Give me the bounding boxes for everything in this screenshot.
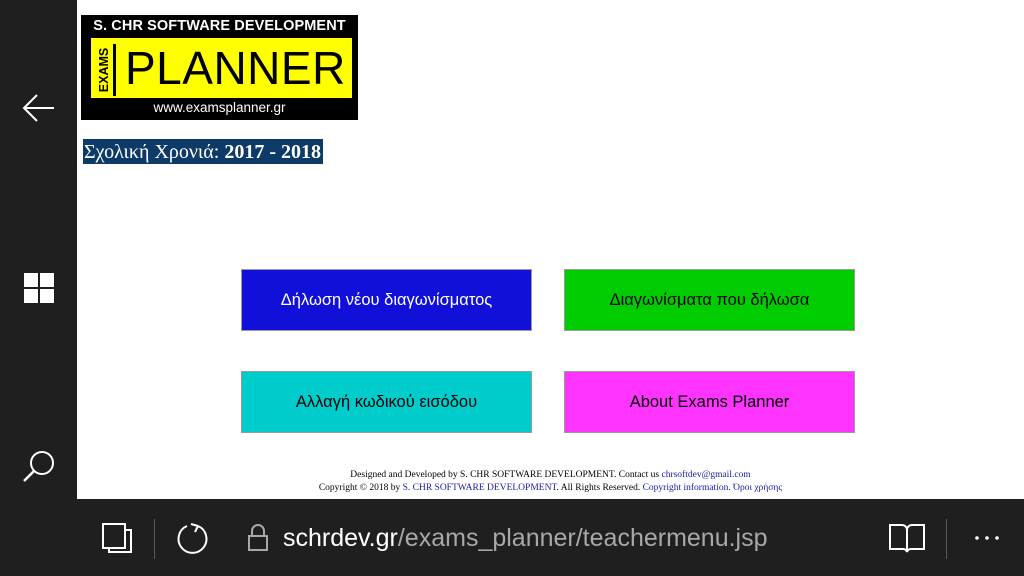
school-year [83, 139, 323, 164]
windows-start-icon [24, 273, 54, 303]
logo-side-box [96, 44, 116, 96]
refresh-button[interactable] [171, 499, 215, 576]
school-year-label: Σχολική Χρονιά: [84, 141, 225, 163]
web-page [77, 0, 1024, 499]
refresh-icon [176, 521, 210, 555]
lock-indicator [243, 499, 273, 576]
page-footer [77, 469, 1024, 495]
logo-company-text: S. CHR SOFTWARE DEVELOPMENT [93, 18, 346, 34]
address-bar[interactable] [283, 522, 768, 554]
footer-rights: . All Rights Reserved. [556, 483, 643, 493]
tabs-button[interactable] [95, 499, 139, 576]
more-button[interactable] [965, 499, 1009, 576]
logo-side-text: EXAMS [97, 47, 112, 93]
url-path: /exams_planner/teachermenu.jsp [397, 523, 768, 552]
lock-icon [247, 523, 269, 553]
logo-yellow-box [91, 38, 352, 98]
about-button[interactable]: About Exams Planner [564, 371, 855, 433]
back-button[interactable] [0, 78, 77, 138]
reading-view-icon [888, 522, 926, 554]
browser-toolbar [77, 499, 1024, 576]
search-button[interactable] [0, 436, 77, 496]
start-button[interactable] [0, 258, 77, 318]
footer-credits: Designed and Developed by S. CHR SOFTWARE DEVELOPMENT. Contact us [350, 470, 662, 480]
reading-view-button[interactable] [885, 499, 929, 576]
school-year-value: 2017 - 2018 [224, 141, 322, 163]
my-exams-button[interactable]: Διαγωνίσματα που δήλωσα [564, 269, 855, 331]
change-password-button[interactable]: Αλλαγή κωδικού εισόδου [241, 371, 532, 433]
terms-link[interactable]: Όροι χρήσης [733, 483, 783, 493]
back-arrow-icon [22, 93, 56, 123]
logo-url-text: www.examsplanner.gr [153, 100, 286, 115]
more-icon [973, 534, 1001, 542]
footer-line-1 [77, 469, 1024, 482]
tabs-icon [101, 522, 133, 554]
system-nav-bar [0, 0, 77, 576]
toolbar-separator [946, 519, 947, 559]
toolbar-separator [154, 519, 155, 559]
copyright-info-link[interactable]: Copyright information. [642, 483, 731, 493]
exams-planner-logo [81, 15, 358, 120]
logo-main-text: PLANNER [125, 42, 346, 94]
search-icon [22, 449, 56, 483]
footer-line-2 [77, 482, 1024, 495]
footer-copyright: Copyright © 2018 by [318, 483, 403, 493]
declare-exam-button[interactable]: Δήλωση νέου διαγωνίσματος [241, 269, 532, 331]
company-link[interactable]: S. CHR SOFTWARE DEVELOPMENT [402, 483, 557, 493]
contact-email-link[interactable]: chrsoftdev@gmail.com [661, 470, 751, 480]
url-host: schrdev.gr [283, 523, 398, 552]
